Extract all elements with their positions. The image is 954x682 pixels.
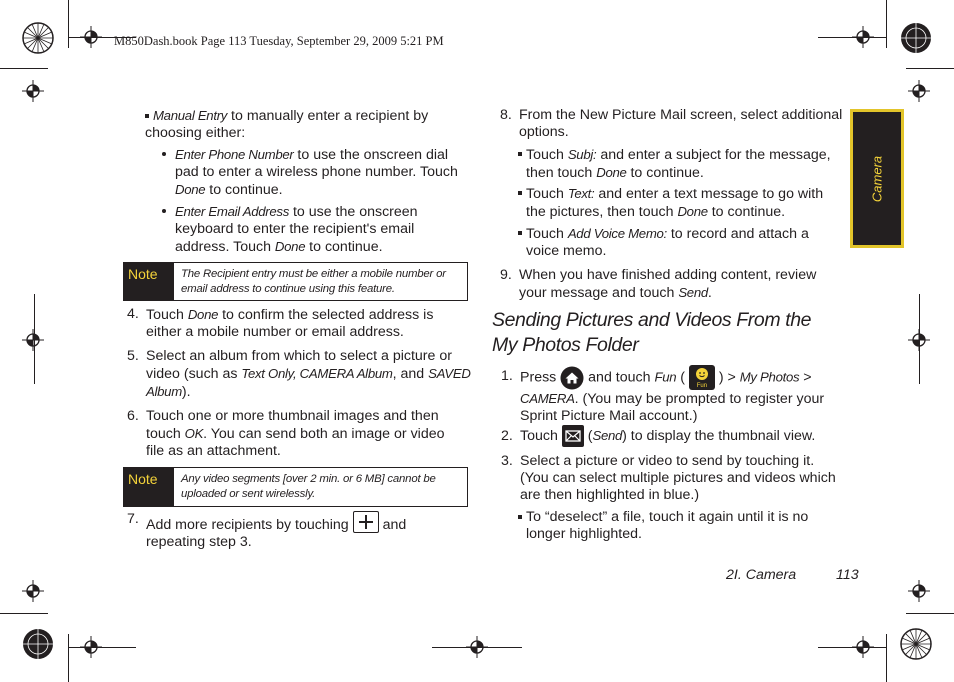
round-bullet-icon bbox=[162, 152, 166, 156]
bullet-text: Touch Text: and enter a text message to go with the pictures, then touch Done to continue. bbox=[518, 185, 843, 221]
registration-mark-icon bbox=[22, 80, 44, 102]
trim-line bbox=[34, 294, 35, 384]
section-heading: Sending Pictures and Videos From the My Photos Folder bbox=[492, 309, 812, 356]
trim-line bbox=[906, 613, 954, 614]
bullet-voice-memo: Touch Add Voice Memo: to record and attach a voice memo. bbox=[518, 225, 828, 260]
step-5: 5. Select an album from which to select a picture or video (such as Text Only, CAMERA Album, and SAVED Album). bbox=[127, 348, 471, 400]
trim-line bbox=[432, 647, 522, 648]
trim-line bbox=[0, 68, 48, 69]
trim-line bbox=[68, 0, 69, 48]
square-bullet-icon bbox=[518, 152, 522, 156]
starburst-icon bbox=[900, 628, 932, 660]
starburst-icon bbox=[900, 22, 932, 54]
substep-1: 1. Press and touch Fun ( Fun ) > My Photos > CAMERA. (You may be prompted to register your Sprint Picture Mail account.) bbox=[501, 365, 841, 425]
step-4: 4. Touch Done to confirm the selected address is either a mobile number or email address. bbox=[127, 306, 434, 340]
footer-section: 2I. Camera bbox=[726, 567, 797, 583]
bullet-subject: Touch Subj: and enter a subject for the message, then touch Done to continue. bbox=[518, 146, 843, 182]
page-number: 113 bbox=[836, 567, 859, 583]
trim-line bbox=[906, 68, 954, 69]
substep-3: 3. Select a picture or video to send by touching it. (You can select multiple pictures and videos which are then highlighted in blue.) bbox=[501, 453, 836, 503]
step-6: 6. Touch one or more thumbnail images and then touch OK. You can send both an image or video file as an attachment. bbox=[127, 408, 445, 459]
bullet-deselect: To “deselect” a file, touch it again until it is no longer highlighted. bbox=[518, 509, 828, 543]
trim-line bbox=[818, 647, 886, 648]
section-tab bbox=[850, 109, 904, 248]
home-key-icon bbox=[560, 366, 584, 390]
trim-line bbox=[68, 647, 136, 648]
step-8: 8. From the New Picture Mail screen, select additional options. bbox=[500, 107, 843, 140]
note-box bbox=[123, 467, 468, 507]
registration-mark-icon bbox=[22, 580, 44, 602]
starburst-icon bbox=[22, 628, 54, 660]
square-bullet-icon bbox=[518, 191, 522, 195]
trim-line bbox=[68, 634, 69, 682]
trim-line bbox=[818, 37, 886, 38]
bullet-manual-entry: Manual Entry to manually enter a recipient by choosing either: bbox=[145, 108, 429, 141]
substep-2: 2. Touch (Send) to display the thumbnail view. bbox=[501, 425, 841, 447]
round-bullet-icon bbox=[162, 209, 166, 213]
note-box bbox=[123, 262, 468, 301]
square-bullet-icon bbox=[518, 515, 522, 519]
trim-line bbox=[886, 0, 887, 48]
subbullet-email-address: Enter Email Address to use the onscreen keyboard to enter the recipient's email address. Touch Done to continue. bbox=[162, 203, 437, 256]
registration-mark-icon bbox=[22, 329, 44, 351]
starburst-icon bbox=[22, 22, 54, 54]
trim-line bbox=[0, 613, 48, 614]
note-text: The Recipient entry must be either a mobile number or email address to continue using this feature. bbox=[181, 268, 446, 295]
note-label: Note bbox=[124, 468, 174, 506]
square-bullet-icon bbox=[145, 114, 149, 118]
step-7: 7. Add more recipients by touching and repeating step 3. bbox=[127, 511, 407, 550]
note-label: Note bbox=[124, 263, 174, 300]
section-tab-label: Camera bbox=[869, 155, 885, 202]
plus-icon bbox=[353, 511, 379, 533]
trim-line bbox=[886, 634, 887, 682]
note-text: Any video segments [over 2 min. or 6 MB] cannot be uploaded or sent wirelessly. bbox=[181, 473, 436, 500]
subbullet-phone-number: Enter Phone Number to use the onscreen dial pad to enter a wireless phone number. Touch Done to continue. bbox=[162, 146, 472, 199]
trim-line bbox=[919, 294, 920, 384]
envelope-send-icon bbox=[562, 425, 584, 447]
registration-mark-icon bbox=[908, 580, 930, 602]
print-header: M850Dash.book Page 113 Tuesday, September 29, 2009 5:21 PM bbox=[114, 34, 444, 48]
fun-smiley-icon: Fun bbox=[689, 365, 715, 390]
registration-mark-icon bbox=[908, 80, 930, 102]
square-bullet-icon bbox=[518, 231, 522, 235]
step-9: 9. When you have finished adding content, review your message and touch Send. bbox=[500, 267, 817, 301]
